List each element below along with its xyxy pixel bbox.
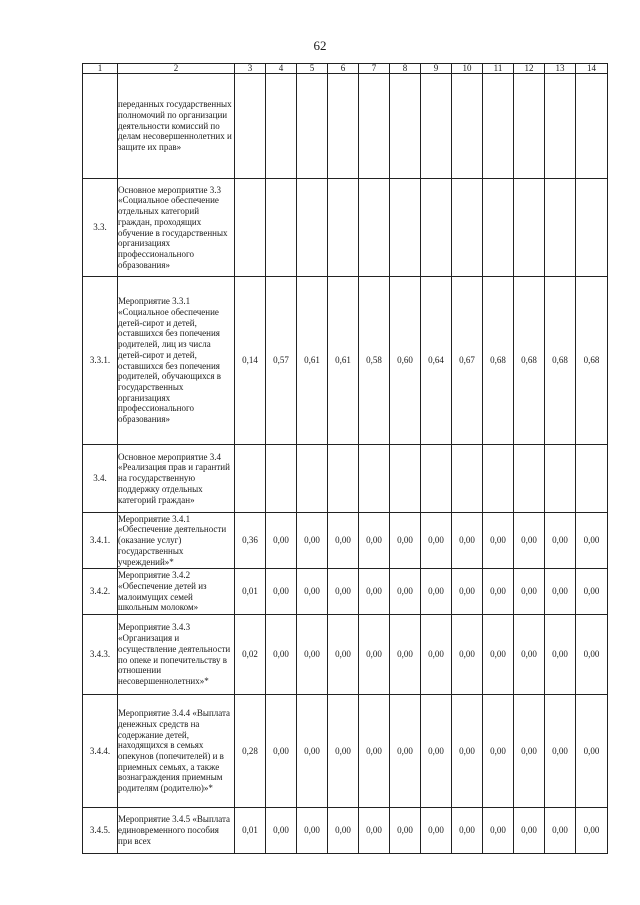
table-row [83,513,608,569]
value-cell: 0,00 [328,695,359,808]
value-cell: 0,68 [576,277,608,445]
value-cell: 0,00 [421,569,452,615]
value-cell: 0,00 [452,695,483,808]
table-row [83,808,608,854]
value-cell [421,74,452,179]
value-cell: 0,00 [328,808,359,854]
value-cell [235,74,266,179]
value-cell [483,179,514,277]
value-cell: 0,57 [266,277,297,445]
value-cell: 0,67 [452,277,483,445]
row-name-cell: Мероприятие 3.4.5 «Выплата единовременного пособия при всех [118,808,235,854]
value-cell: 0,00 [452,615,483,695]
value-cell [514,74,545,179]
value-cell: 0,00 [266,513,297,569]
value-cell [297,179,328,277]
value-cell [483,445,514,513]
value-cell [390,445,421,513]
value-cell: 0,00 [297,808,328,854]
data-table [82,63,608,854]
header-cell: 11 [483,64,514,74]
value-cell: 0,01 [235,569,266,615]
table-row [83,179,608,277]
value-cell: 0,00 [390,513,421,569]
value-cell: 0,00 [576,569,608,615]
row-name-cell: Мероприятие 3.4.4 «Выплата денежных средств на содержание детей, находящихся в семьях опекунов (попечителей) и в приемных семьях, а также вознаграждения приемным родителям (родителю)»* [118,695,235,808]
value-cell [328,445,359,513]
value-cell [235,445,266,513]
value-cell: 0,68 [545,277,576,445]
value-cell: 0,00 [545,569,576,615]
value-cell [297,445,328,513]
value-cell: 0,36 [235,513,266,569]
row-number-cell: 3.4. [83,445,118,513]
row-number-cell: 3.4.2. [83,569,118,615]
value-cell: 0,00 [359,695,390,808]
header-cell: 4 [266,64,297,74]
header-cell: 9 [421,64,452,74]
value-cell [359,179,390,277]
value-cell: 0,00 [452,808,483,854]
row-name-cell: Основное мероприятие 3.4 «Реализация прав и гарантий на государственную поддержку отдельных категорий граждан» [118,445,235,513]
value-cell: 0,00 [359,615,390,695]
header-cell: 12 [514,64,545,74]
value-cell: 0,00 [576,695,608,808]
value-cell: 0,28 [235,695,266,808]
value-cell [390,179,421,277]
value-cell: 0,00 [421,513,452,569]
value-cell: 0,00 [390,695,421,808]
value-cell: 0,00 [266,808,297,854]
row-name-cell: Мероприятие 3.4.1 «Обеспечение деятельности (оказание услуг) государственных учреждений»* [118,513,235,569]
value-cell: 0,00 [576,808,608,854]
table-row [83,74,608,179]
value-cell: 0,00 [545,808,576,854]
value-cell: 0,00 [545,513,576,569]
row-number-cell: 3.4.1. [83,513,118,569]
value-cell: 0,68 [483,277,514,445]
row-name-cell: переданных государственных полномочий по организации деятельности комиссий по делам несовершеннолетних и защите их прав» [118,74,235,179]
value-cell [359,445,390,513]
value-cell [328,74,359,179]
value-cell: 0,00 [421,695,452,808]
value-cell: 0,00 [483,695,514,808]
value-cell: 0,00 [576,513,608,569]
page-number: 62 [313,38,327,53]
value-cell: 0,00 [483,808,514,854]
header-cell: 13 [545,64,576,74]
table-body [83,64,608,854]
value-cell: 0,00 [545,615,576,695]
value-cell [545,74,576,179]
value-cell: 0,68 [514,277,545,445]
value-cell: 0,61 [328,277,359,445]
value-cell: 0,00 [483,569,514,615]
value-cell: 0,00 [514,808,545,854]
value-cell: 0,00 [359,808,390,854]
value-cell: 0,00 [328,513,359,569]
header-cell: 1 [83,64,118,74]
value-cell: 0,00 [514,513,545,569]
value-cell: 0,00 [483,615,514,695]
header-cell: 6 [328,64,359,74]
value-cell: 0,58 [359,277,390,445]
header-cell: 7 [359,64,390,74]
row-number-cell [83,74,118,179]
header-cell: 3 [235,64,266,74]
value-cell: 0,00 [452,569,483,615]
value-cell: 0,01 [235,808,266,854]
value-cell: 0,00 [514,695,545,808]
value-cell: 0,00 [266,695,297,808]
value-cell [514,179,545,277]
value-cell [359,74,390,179]
header-cell: 10 [452,64,483,74]
header-row [83,64,608,74]
value-cell: 0,00 [328,569,359,615]
value-cell [266,74,297,179]
value-cell: 0,00 [421,808,452,854]
value-cell [421,179,452,277]
value-cell: 0,00 [390,615,421,695]
value-cell: 0,00 [359,513,390,569]
row-number-cell: 3.3. [83,179,118,277]
value-cell: 0,00 [297,513,328,569]
value-cell [421,445,452,513]
value-cell [452,74,483,179]
value-cell [297,74,328,179]
value-cell: 0,00 [390,808,421,854]
value-cell: 0,02 [235,615,266,695]
value-cell: 0,00 [297,695,328,808]
table-row [83,615,608,695]
value-cell: 0,00 [421,615,452,695]
value-cell [328,179,359,277]
value-cell: 0,00 [576,615,608,695]
table-row [83,569,608,615]
value-cell: 0,00 [545,695,576,808]
row-number-cell: 3.4.3. [83,615,118,695]
value-cell: 0,00 [328,615,359,695]
value-cell: 0,00 [266,569,297,615]
table-row [83,277,608,445]
value-cell: 0,00 [297,569,328,615]
value-cell [514,445,545,513]
value-cell: 0,00 [483,513,514,569]
value-cell: 0,00 [452,513,483,569]
row-number-cell: 3.4.5. [83,808,118,854]
header-cell: 2 [118,64,235,74]
value-cell [266,445,297,513]
header-cell: 14 [576,64,608,74]
header-cell: 8 [390,64,421,74]
value-cell [545,445,576,513]
value-cell [452,179,483,277]
table-row [83,445,608,513]
row-number-cell: 3.3.1. [83,277,118,445]
value-cell [483,74,514,179]
value-cell: 0,00 [390,569,421,615]
header-cell: 5 [297,64,328,74]
value-cell: 0,61 [297,277,328,445]
value-cell: 0,14 [235,277,266,445]
value-cell: 0,64 [421,277,452,445]
value-cell [390,74,421,179]
table-row [83,695,608,808]
value-cell [545,179,576,277]
value-cell: 0,00 [359,569,390,615]
row-name-cell: Основное мероприятие 3.3 «Социальное обеспечение отдельных категорий граждан, проходящих обучение в государственных организациях профессионального образования» [118,179,235,277]
value-cell: 0,60 [390,277,421,445]
value-cell [576,74,608,179]
row-name-cell: Мероприятие 3.4.3 «Организация и осуществление деятельности по опеке и попечительству в отношении несовершеннолетних»* [118,615,235,695]
value-cell: 0,00 [514,615,545,695]
value-cell [576,445,608,513]
value-cell: 0,00 [514,569,545,615]
value-cell: 0,00 [297,615,328,695]
value-cell: 0,00 [266,615,297,695]
value-cell [452,445,483,513]
value-cell [576,179,608,277]
value-cell [235,179,266,277]
row-number-cell: 3.4.4. [83,695,118,808]
row-name-cell: Мероприятие 3.3.1 «Социальное обеспечение детей-сирот и детей, оставшихся без попечения родителей, лиц из числа детей-сирот и детей, оставшихся без попечения родителей, обучающихся в государственных организациях профессионального образования» [118,277,235,445]
row-name-cell: Мероприятие 3.4.2 «Обеспечение детей из малоимущих семей школьным молоком» [118,569,235,615]
value-cell [266,179,297,277]
